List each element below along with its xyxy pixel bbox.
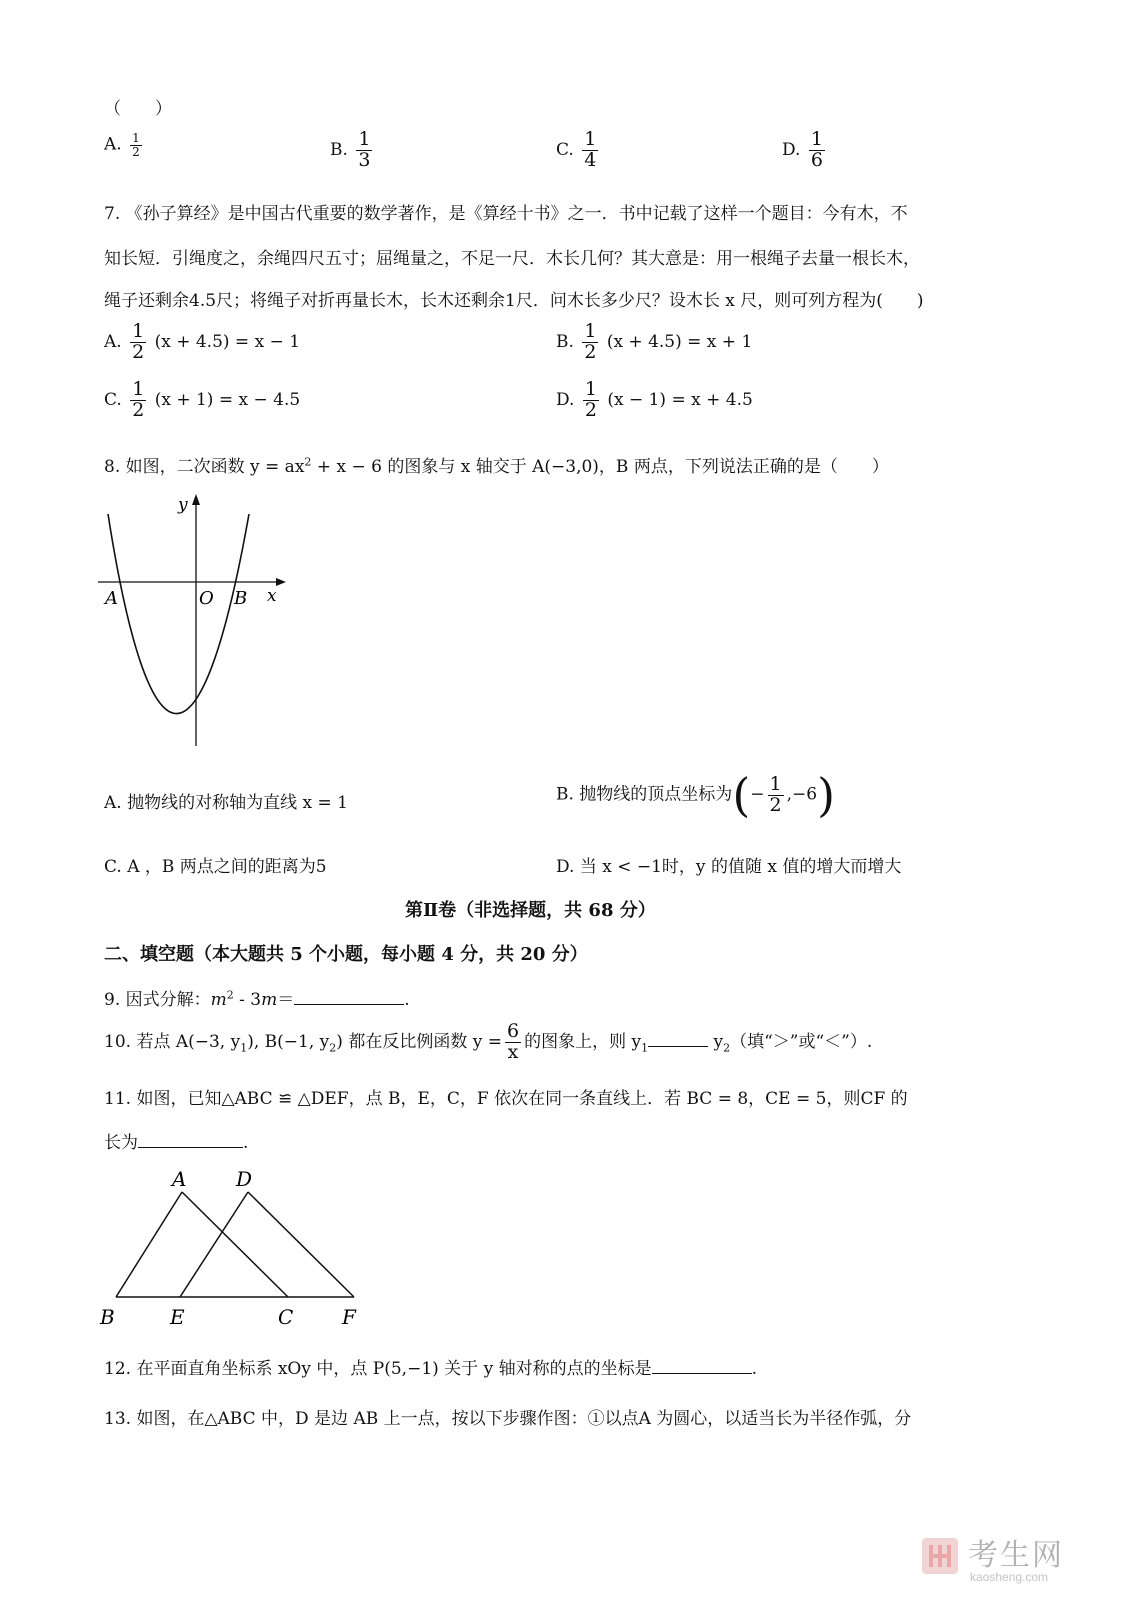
option-c [556, 130, 601, 171]
vertex-a-label: A [172, 1167, 187, 1191]
answer-bracket: （ ） [104, 99, 172, 119]
q11-line-1: 11. 如图，已知△ABC ≌ △DEF，点 B，E，C，F 依次在同一条直线上．若 BC = 8，CE = 5，则CF 的 [104, 1089, 908, 1109]
fraction: $\frac{6}{x}$ [506, 1020, 520, 1063]
fraction: $\frac{1}{2}$ [584, 378, 597, 421]
q12: 12. 在平面直角坐标系 xOy 中，点 P(5,−1) 关于 y 轴对称的点的坐标是 . [104, 1359, 757, 1379]
q13-line-1: 13. 如图，在△ABC 中，D 是边 AB 上一点，按以下步骤作图：①以点A 为圆心，以适当长为半径作弧，分 [104, 1409, 912, 1429]
section-title: 第Ⅱ卷（非选择题，共 68 分） [405, 900, 656, 921]
vertex-c-label: C [278, 1305, 294, 1329]
x-axis-label: x [267, 586, 277, 606]
vertex-d-label: D [236, 1167, 253, 1191]
q7-option-d: D. $\frac{1}{2}$ (x − 1) = x + 4.5 [556, 378, 753, 421]
q7-line-2: 知长短．引绳度之，余绳四尺五寸；屈绳量之，不足一尺．木长几何？其大意是：用一根绳子去量一根长木， [104, 249, 920, 269]
option-b [330, 130, 375, 171]
point-a-label: A [105, 588, 118, 609]
q9: 9. 因式分解：$m^2 - 3m=$ . [104, 988, 410, 1010]
parabola-curve [108, 514, 249, 714]
option-label: B. [330, 139, 348, 160]
point-b-label: B [234, 588, 248, 609]
q8-option-d: D. 当 x < −1时，y 的值随 x 值的增大而增大 [556, 857, 902, 877]
option-label: A. [104, 134, 122, 155]
fraction: $\frac{1}{2}$ [132, 320, 145, 363]
vertex-b-label: B [100, 1305, 115, 1329]
watermark-title: 考生网 [968, 1539, 1064, 1572]
q10: 10. 若点 A(−3, $y_1$), B(−1, $y_2$) 都在反比例函数 y = $\frac{6}{x}$ 的图象上，则 $y_1$ $y_2$（填“＞”或“＜”）. [104, 1020, 873, 1063]
fraction: $\frac{1}{4}$ [584, 128, 597, 171]
option-a [104, 132, 145, 158]
vertex-e-label: E [170, 1305, 185, 1329]
q7-line-1: 7. 《孙子算经》是中国古代重要的数学著作，是《算经十书》之一．书中记载了这样一个题目：今有木，不 [104, 204, 908, 224]
fraction: $\frac{1}{2}$ [584, 320, 597, 363]
vertex-f-label: F [342, 1305, 356, 1329]
y-axis-arrow [192, 494, 200, 505]
fraction: $\frac{1}{2}$ [769, 772, 782, 816]
watermark-url: kaosheng.com [970, 1570, 1049, 1584]
answer-blank [648, 1046, 708, 1047]
option-label: D. [782, 139, 801, 160]
fraction: $\frac{1}{2}$ [132, 131, 140, 159]
section-heading: 二、填空题（本大题共 5 个小题，每小题 4 分，共 20 分） [104, 944, 588, 965]
answer-blank [138, 1147, 243, 1148]
answer-blank [652, 1373, 752, 1374]
q11-line-2: 长为 . [104, 1133, 249, 1153]
q8-option-a: A. 抛物线的对称轴为直线 x = 1 [104, 793, 348, 813]
fraction: $\frac{1}{3}$ [358, 128, 371, 171]
q7-option-c: C. $\frac{1}{2}$ (x + 1) = x − 4.5 [104, 378, 301, 421]
watermark [920, 1530, 1120, 1590]
x-axis-arrow [276, 578, 286, 586]
q8-option-b: B. 抛物线的顶点坐标为(− $\frac{1}{2}$ ,−6) [556, 768, 836, 822]
y-axis-label: y [178, 495, 188, 515]
q8-option-c: C. A ，B 两点之间的距离为5 [104, 857, 327, 877]
answer-blank [294, 1004, 404, 1005]
q8-stem: 8. 如图，二次函数 $y = ax^2 + x - 6$ 的图象与 x 轴交于 A(−3,0)，B 两点，下列说法正确的是（ ） [104, 455, 889, 477]
option-d [782, 130, 828, 171]
q7-line-3: 绳子还剩余4.5尺；将绳子对折再量长木，长木还剩余1尺．问木长多少尺？设木长 x 尺，则可列方程为( ) [104, 291, 924, 311]
q7-option-b: B. $\frac{1}{2}$ (x + 4.5) = x + 1 [556, 320, 753, 363]
fraction: $\frac{1}{2}$ [132, 378, 145, 421]
origin-label: O [199, 588, 214, 609]
triangles-figure [92, 1162, 382, 1334]
watermark-logo-icon [920, 1536, 960, 1576]
fraction: $\frac{1}{6}$ [810, 128, 823, 171]
option-label: C. [556, 139, 574, 160]
q7-option-a: A. $\frac{1}{2}$ (x + 4.5) = x − 1 [104, 320, 301, 363]
parabola-graph [92, 490, 292, 755]
